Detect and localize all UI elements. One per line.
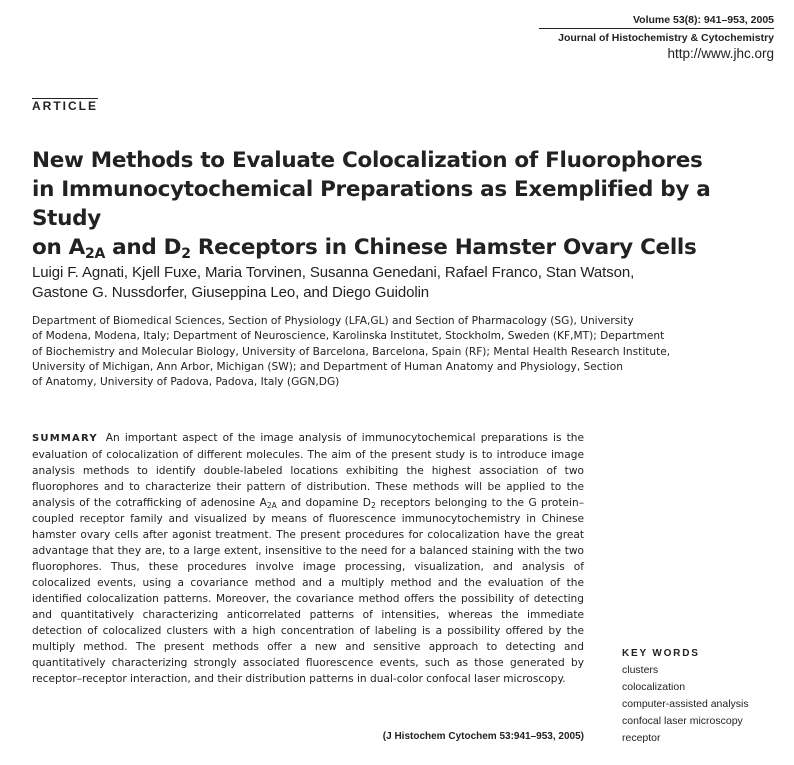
title-text: Receptors in Chinese Hamster Ovary Cells <box>190 235 697 260</box>
journal-volume: Volume 53(8): 941–953, 2005 <box>539 14 774 29</box>
journal-name: Journal of Histochemistry & Cytochemistry <box>558 32 774 44</box>
title-text: on A <box>32 235 86 260</box>
affiliation-line: of Anatomy, University of Padova, Padova, Italy (GGN,DG) <box>32 376 340 389</box>
summary-subscript: 2A <box>266 501 277 510</box>
title-text: and D <box>105 235 182 260</box>
summary-text: receptors belonging to the G protein–coupled receptor family and visualized by means of fluorescence immunocytochemistry in Chinese hamster ovary cells after agonist treatment. The present procedures for colocalization have the great advantage that they are, to a large extent, insensitive to the need for a balanced staining with the two fluorophores. Thus, these procedures involve image processing, visualization, and analysis of colocalized events, using a covariance method and a multiply method and the evaluation of the identified colocalization patterns. Moreover, the covariance method offers the possibility of detecting and quantitatively characterizing anticorrelated patterns of intensities, whereas the immediate detection of colocalized clusters with a high concentration of labeling is a possibility offered by the multiply method. The present methods offer a new and sensitive approach to detecting and quantitatively characterizing strongly associated fluorescence events, such as those generated by receptor–receptor interaction, and their distribution patterns in dual-color confocal laser microscopy. <box>32 497 585 685</box>
keywords-heading: KEY WORDS <box>622 648 700 659</box>
summary-abstract <box>32 430 584 687</box>
title-subscript: 2A <box>85 246 105 262</box>
summary-label: SUMMARY <box>32 433 98 444</box>
authors-line-1: Luigi F. Agnati, Kjell Fuxe, Maria Torvinen, Susanna Genedani, Rafael Franco, Stan Watson, <box>32 264 635 281</box>
article-type-label: ARTICLE <box>32 99 98 113</box>
affiliations <box>32 314 782 390</box>
journal-url-link[interactable]: http://www.jhc.org <box>667 46 774 61</box>
title-line-2: in Immunocytochemical Preparations as Exemplified by a Study <box>32 177 711 231</box>
summary-subscript: 2 <box>370 501 376 510</box>
affiliation-line: University of Michigan, Ann Arbor, Michigan (SW); and Department of Human Anatomy and Physiology, Section <box>32 360 623 373</box>
citation: (J Histochem Cytochem 53:941–953, 2005) <box>382 731 584 742</box>
keyword-item: confocal laser microscopy <box>622 715 743 727</box>
article-title <box>32 146 772 262</box>
title-line-3 <box>32 233 772 262</box>
keywords-panel <box>622 648 749 747</box>
affiliation-line: of Biochemistry and Molecular Biology, University of Barcelona, Barcelona, Spain (RF); Mental Health Research Institute, <box>32 345 671 358</box>
summary-text: An important aspect of the image analysis of immunocytochemical preparations is the evaluation of colocalization of different molecules. The aim of the present study is to introduce image analysis methods to identify double-labeled locations exhibiting the highest association of two fluorophores and to characterize their pattern of distribution. These methods will be applied to the analysis of the cotrafficking of adenosine A <box>32 432 584 509</box>
keyword-item: computer-assisted analysis <box>622 698 749 710</box>
affiliation-line: of Modena, Modena, Italy; Department of Neuroscience, Karolinska Institutet, Stockholm, Sweden (KF,MT); Department <box>32 330 665 343</box>
summary-text: and dopamine D <box>276 497 371 509</box>
affiliation-line: Department of Biomedical Sciences, Section of Physiology (LFA,GL) and Section of Pharmacology (SG), University <box>32 315 634 327</box>
author-list <box>32 263 782 303</box>
keyword-item: colocalization <box>622 681 686 693</box>
title-subscript: 2 <box>181 246 191 262</box>
keyword-item: clusters <box>622 664 659 676</box>
authors-line-2: Gastone G. Nussdorfer, Giuseppina Leo, and Diego Guidolin <box>32 284 430 301</box>
title-line-1: New Methods to Evaluate Colocalization of Fluorophores <box>32 148 703 173</box>
keyword-item: receptor <box>622 732 661 744</box>
